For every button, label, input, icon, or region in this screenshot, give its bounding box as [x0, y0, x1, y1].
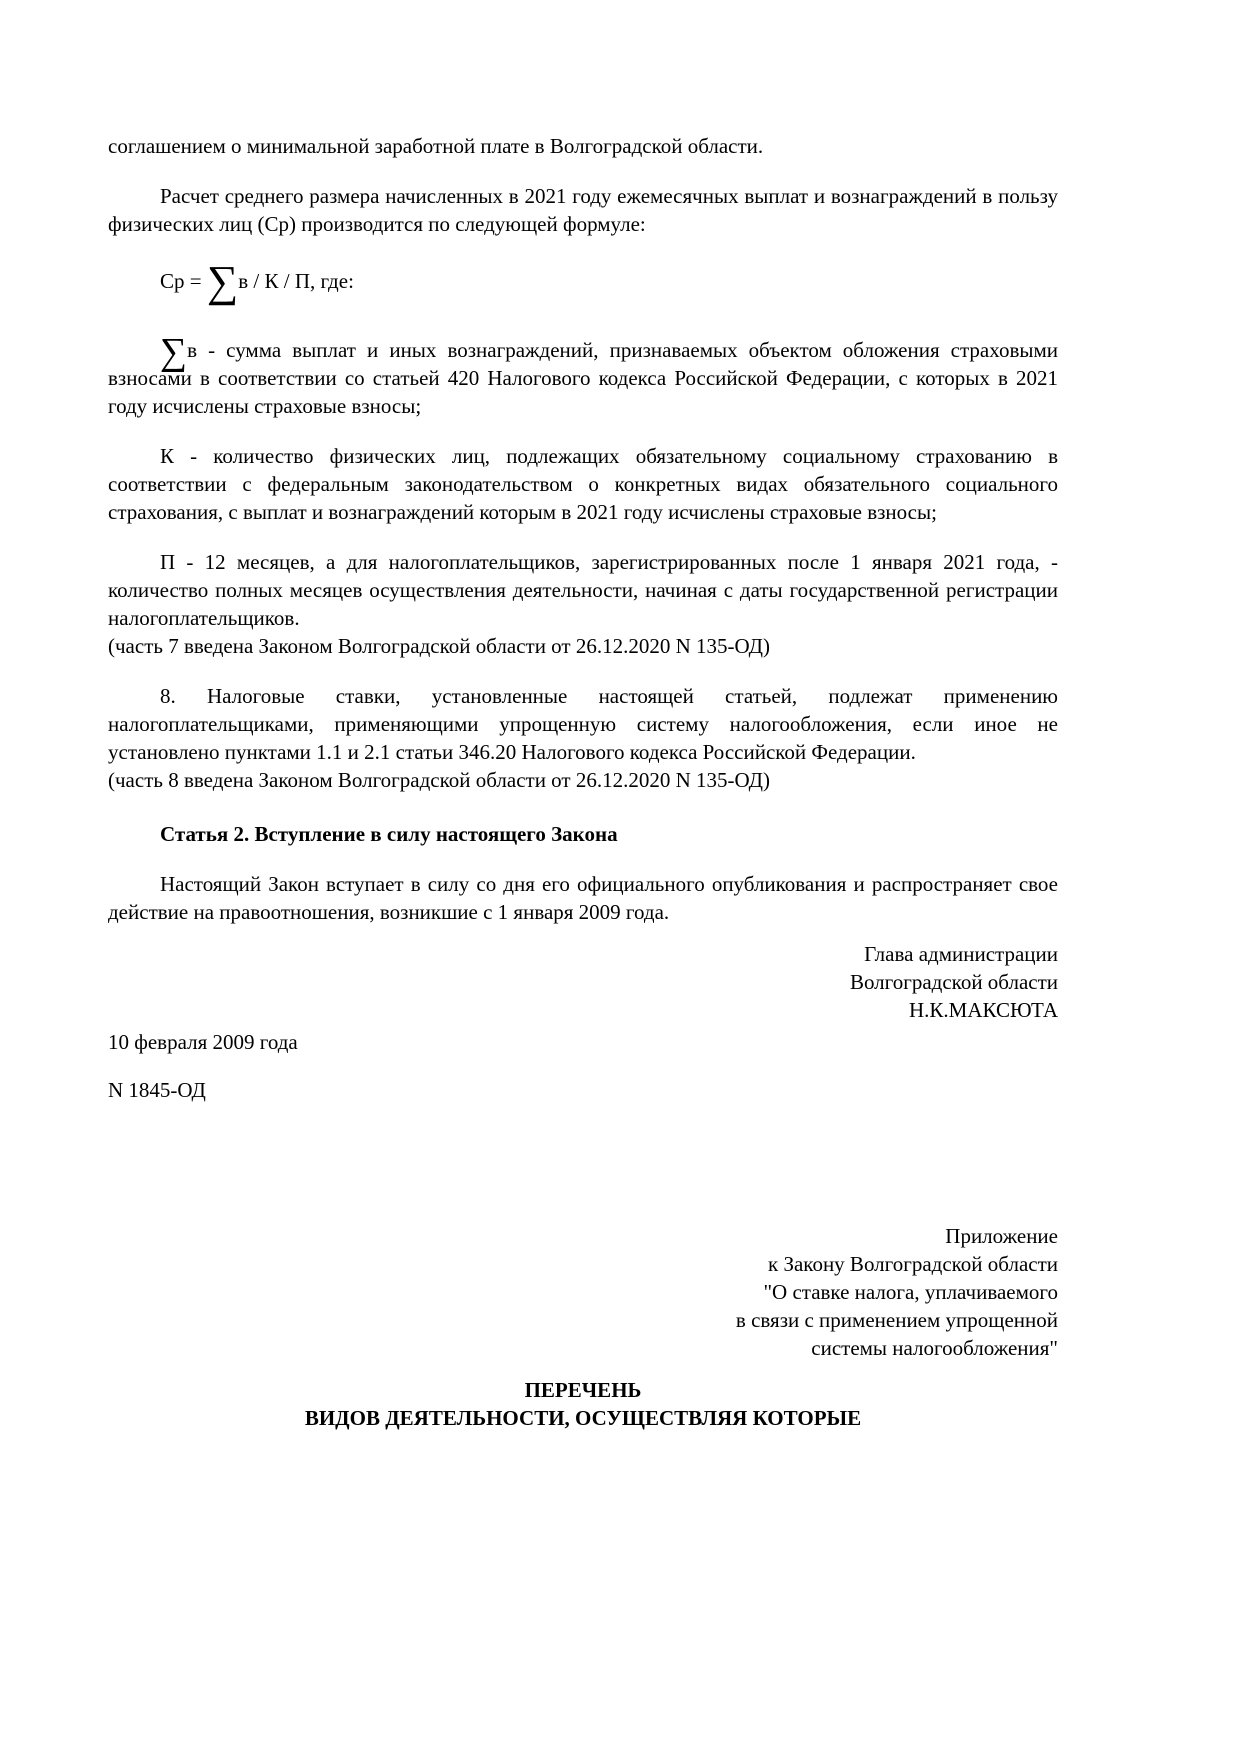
sum-definition-paragraph — [108, 331, 1059, 420]
signature-block — [108, 940, 1058, 1024]
part7-note: (часть 7 введена Законом Волгоградской области от 26.12.2020 N 135-ОД) — [108, 634, 770, 658]
average-formula — [108, 258, 1058, 304]
clause8-paragraph: 8. Налоговые ставки, установленные настоящей статьей, подлежат применению налогоплательщиками, применяющими упрощенную систему налогообложения, если иное не установлено пунктами 1.1 и 2.1 статьи 346.20 Налогового кодекса Российской Федерации. — [108, 684, 1058, 764]
formula-lhs: Ср = — [160, 269, 207, 293]
document-date: 10 февраля 2009 года — [108, 1030, 298, 1054]
annex-line2: к Закону Волгоградской области — [768, 1252, 1058, 1276]
k-definition-paragraph: К - количество физических лиц, подлежащих обязательному социальному страхованию в соответствии с федеральным законодательством о конкретных видах обязательного социального страхования, с выплат и вознаграждений которым в 2021 году исчислены страховые взносы; — [108, 444, 1058, 524]
annex-line5: системы налогообложения" — [811, 1336, 1058, 1360]
sum-symbol-inline: ∑ — [160, 331, 188, 373]
formula-rhs: в / К / П, где: — [238, 269, 354, 293]
signature-title-line2: Волгоградской области — [849, 970, 1058, 994]
annex-line1: Приложение — [945, 1224, 1058, 1248]
article2-heading: Статья 2. Вступление в силу настоящего Закона — [160, 822, 618, 846]
signature-name: Н.К.МАКСЮТА — [908, 998, 1058, 1022]
document-number: N 1845-ОД — [108, 1078, 206, 1102]
list-heading-line2: ВИДОВ ДЕЯТЕЛЬНОСТИ, ОСУЩЕСТВЛЯЯ КОТОРЫЕ — [304, 1406, 862, 1430]
sum-definition-text: - сумма выплат и иных вознаграждений, признаваемых объектом обложения страховыми взносами в соответствии со статьей 420 Налогового кодекса Российской Федерации, с которых в 2021 году исчислены страховые взносы; — [108, 338, 1059, 418]
list-heading-line1: ПЕРЕЧЕНЬ — [524, 1378, 642, 1402]
annex-line4: в связи с применением упрощенной — [735, 1308, 1058, 1332]
signature-title-line1: Глава администрации — [864, 942, 1058, 966]
sum-symbol-subscript: в — [187, 338, 198, 362]
continuation-paragraph: соглашением о минимальной заработной плате в Волгоградской области. — [108, 134, 764, 158]
annex-line3: "О ставке налога, уплачиваемого — [763, 1280, 1058, 1304]
effective-date-paragraph: Настоящий Закон вступает в силу со дня его официального опубликования и распространяет свое действие на правоотношения, возникшие с 1 января 2009 года. — [108, 872, 1058, 924]
annex-reference-block — [108, 1222, 1058, 1362]
p-definition-paragraph: П - 12 месяцев, а для налогоплательщиков, зарегистрированных после 1 января 2021 года, - количество полных месяцев осуществления деятельности, начиная с даты государственной регистрации налогоплательщиков. — [108, 550, 1058, 630]
sum-symbol: ∑ — [206, 257, 239, 306]
calc-paragraph: Расчет среднего размера начисленных в 2021 году ежемесячных выплат и вознаграждений в пользу физических лиц (Ср) производится по следующей формуле: — [108, 184, 1058, 236]
part8-note: (часть 8 введена Законом Волгоградской области от 26.12.2020 N 135-ОД) — [108, 768, 770, 792]
